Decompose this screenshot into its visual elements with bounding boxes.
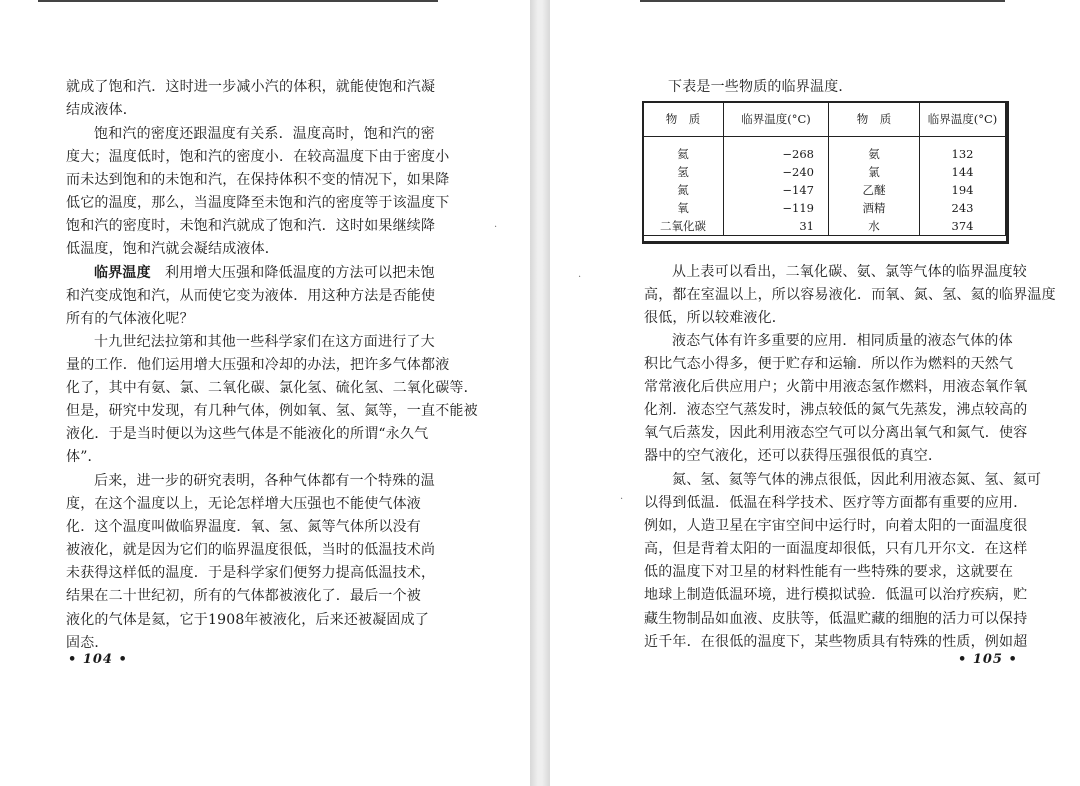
text-line: 度大；温度低时，饱和汽的密度小．在较高温度下由于密度小 <box>66 149 450 166</box>
text-line: 近千年．在很低的温度下，某些物质具有特殊的性质，例如超 <box>644 633 1028 650</box>
table-cell: 31 <box>724 217 829 236</box>
text-line: 体”． <box>66 449 102 466</box>
text-line: 积比气态小得多，便于贮存和运输．所以作为燃料的天然气 <box>644 356 1014 373</box>
text-line: 化剂．液态空气蒸发时，沸点较低的氮气先蒸发，沸点较高的 <box>644 402 1028 419</box>
table-header-row <box>643 102 1006 137</box>
text-line: 和汽变成饱和汽，从而使它变为液体．用这种方法是否能使 <box>66 288 436 305</box>
scan-speck: · <box>578 272 582 283</box>
left-top-rule <box>38 0 438 2</box>
text-line: 度，在这个温度以上，无论怎样增大压强也不能使气体液 <box>66 496 421 513</box>
column-header: 临界温度(°C) <box>920 102 1006 137</box>
text-line: 利用增大压强和降低温度的方法可以把未饱 <box>165 265 435 281</box>
left-paragraph-4 <box>66 331 478 470</box>
table-intro <box>668 76 1004 99</box>
table-cell: 氧 <box>643 199 724 217</box>
text-line: 而未达到饱和的未饱和汽，在保持体积不变的情况下，如果降 <box>66 172 450 189</box>
text-line: 氧气后蒸发，因此利用液态空气可以分离出氧气和氮气．使容 <box>644 425 1028 442</box>
table-cell: 氨 <box>829 137 920 164</box>
left-paragraph-5 <box>66 470 436 655</box>
text-line: 化．这个温度叫做临界温度．氧、氢、氮等气体所以没有 <box>66 519 421 536</box>
table-cell: 氮 <box>643 181 724 199</box>
column-header: 物 质 <box>643 102 724 137</box>
text-line: 液态气体有许多重要的应用．相同质量的液态气体的体 <box>672 333 1013 349</box>
table-cell: 氯 <box>829 163 920 181</box>
table-cell: −268 <box>724 137 829 164</box>
text-line: 液化．于是当时便以为这些气体是不能液化的所谓“永久气 <box>66 426 429 443</box>
table-row <box>643 163 1006 181</box>
table-row <box>643 137 1006 164</box>
left-paragraph-2 <box>66 123 450 262</box>
book-gutter <box>530 0 550 786</box>
right-top-rule <box>640 0 1005 2</box>
table-cell: 水 <box>829 217 920 236</box>
text-line: 低它的温度，那么，当温度降至未饱和汽的密度等于该温度下 <box>66 195 450 212</box>
column-header: 临界温度(°C) <box>724 102 829 137</box>
text-line: 就成了饱和汽．这时进一步减小汽的体积，就能使饱和汽凝 <box>66 79 436 95</box>
text-line: 下表是一些物质的临界温度． <box>668 79 853 95</box>
text-line: 低的温度下对卫星的材料性能有一些特殊的要求，这就要在 <box>644 564 1014 581</box>
table-cell: 243 <box>920 199 1006 217</box>
text-line: 低温度，饱和汽就会凝结成液体． <box>66 241 279 258</box>
table-cell: 144 <box>920 163 1006 181</box>
table-cell: 乙醚 <box>829 181 920 199</box>
table-cell: −240 <box>724 163 829 181</box>
text-line: 液化的气体是氦，它于1908年被液化，后来还被凝固成了 <box>66 611 430 628</box>
table-row <box>643 181 1006 199</box>
critical-temperature-table <box>642 101 1006 236</box>
text-line: 十九世纪法拉第和其他一些科学家们在这方面进行了大 <box>94 334 435 350</box>
text-line: 饱和汽的密度时，未饱和汽就成了饱和汽．这时如果继续降 <box>66 218 436 235</box>
text-line: 地球上制造低温环境，进行模拟试验．低温可以治疗疾病，贮 <box>644 587 1028 604</box>
column-header: 物 质 <box>829 102 920 137</box>
table-cell: 374 <box>920 217 1006 236</box>
text-line: 高，都在室温以上，所以容易液化．而氧、氮、氢、氦的临界温度 <box>644 287 1056 304</box>
table-cell: 氢 <box>643 163 724 181</box>
text-line: 结果在二十世纪初，所有的气体都被液化了．最后一个被 <box>66 588 421 605</box>
text-line: 从上表可以看出，二氧化碳、氨、氯等气体的临界温度较 <box>672 264 1027 280</box>
table-cell: 132 <box>920 137 1006 164</box>
text-line: 氮、氢、氦等气体的沸点很低，因此利用液态氮、氢、氦可 <box>672 472 1042 488</box>
text-line: 未获得这样低的温度．于是科学家们便努力提高低温技术， <box>66 565 436 582</box>
table-cell: 二氧化碳 <box>643 217 724 236</box>
text-line: 但是，研究中发现，有几种气体，例如氧、氢、氮等，一直不能被 <box>66 403 478 420</box>
text-line: 例如，人造卫星在宇宙空间中运行时，向着太阳的一面温度很 <box>644 518 1028 535</box>
right-paragraph-2 <box>644 330 1028 469</box>
text-line: 很低，所以较难液化． <box>644 310 786 327</box>
table-cell: 194 <box>920 181 1006 199</box>
right-paragraph-3 <box>644 469 1042 654</box>
text-line: 藏生物制品如血液、皮肤等，低温贮藏的细胞的活力可以保持 <box>644 610 1028 627</box>
page-number-left: • 104 • <box>68 652 128 667</box>
text-line: 固态． <box>66 634 109 651</box>
scan-speck: · <box>494 222 498 233</box>
table-cell: −119 <box>724 199 829 217</box>
text-line: 以得到低温．低温在科学技术、医疗等方面都有重要的应用． <box>644 495 1028 512</box>
table-row <box>643 199 1006 217</box>
text-line: 器中的空气液化，还可以获得压强很低的真空． <box>644 448 943 465</box>
page-number-right: • 105 • <box>958 652 1018 667</box>
table-cell: 酒精 <box>829 199 920 217</box>
text-line: 量的工作．他们运用增大压强和冷却的办法，把许多气体都液 <box>66 357 450 374</box>
table-row <box>643 217 1006 236</box>
table-cell: −147 <box>724 181 829 199</box>
text-line: 高，但是背着太阳的一面温度却很低，只有几开尔文．在这样 <box>644 541 1028 558</box>
text-line: 所有的气体液化呢？ <box>66 311 194 328</box>
left-paragraph-3 <box>66 262 436 331</box>
section-term: 临界温度 <box>94 265 151 281</box>
text-line: 饱和汽的密度还跟温度有关系．温度高时，饱和汽的密 <box>94 126 435 142</box>
text-line: 结成液体． <box>66 102 137 119</box>
left-paragraph-1 <box>66 76 436 122</box>
text-line: 常常液化后供应用户；火箭中用液态氢作燃料，用液态氧作氧 <box>644 379 1028 396</box>
table-cell: 氦 <box>643 137 724 164</box>
text-line: 化了，其中有氨、氯、二氧化碳、氯化氢、硫化氢、二氧化碳等． <box>66 380 478 397</box>
scan-speck: · <box>620 494 624 505</box>
text-line: 后来，进一步的研究表明，各种气体都有一个特殊的温 <box>94 473 435 489</box>
right-paragraph-1 <box>644 261 1056 330</box>
text-line: 被液化，就是因为它们的临界温度很低，当时的低温技术尚 <box>66 542 436 559</box>
